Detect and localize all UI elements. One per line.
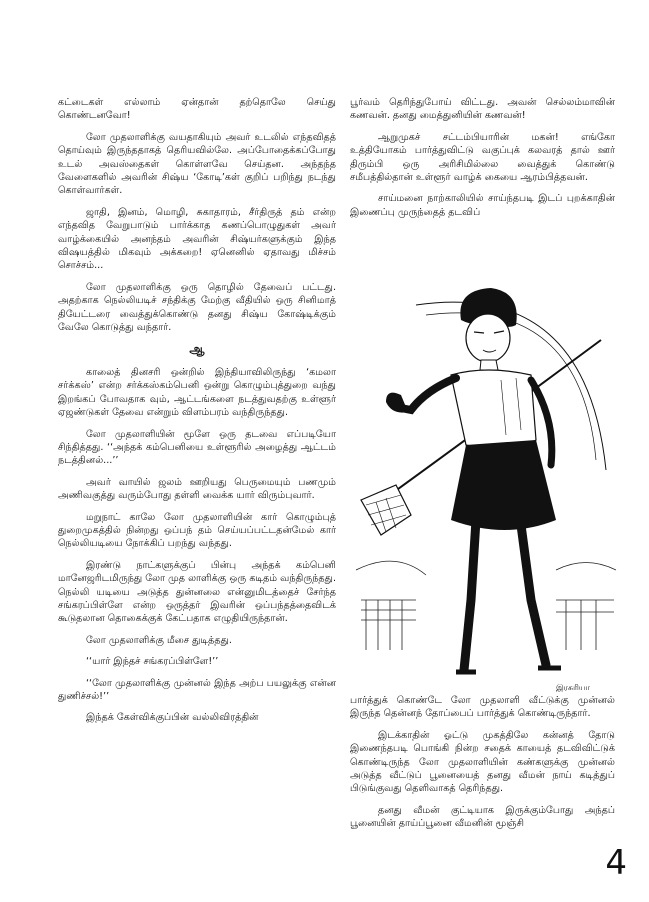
paragraph: இந்தக் கேள்விக்குப்பின் வல்லிவிரத்தின் [86, 712, 259, 724]
paragraph: தனது வீமன் குட்டியாக இருக்கும்போது அந்தப் பூனையின் தாய்ப்பூனை வீமனின் மூஞ்சி [350, 804, 615, 830]
section-separator: ஆ [189, 341, 205, 356]
paragraph: இடக்காதின் ஓட்டு முகத்திலே கன்னத் தோடு இணைந்தபடி பொங்கி நின்ற சதைக் காயைத் தடவிவிட்டுக் கொண்டிருந்த லோ முதலாளியின் கண்களுக்கு முன்னல் அடுத்த வீட்டுப் பூனையைத் தனது வீமன் நாய் கடித்துப் பிடுங்குவது தெளிவாகத் தெரிந்தது. [350, 729, 615, 795]
right-column-bottom [350, 694, 615, 839]
paragraph: லோ முதலாளியின் மூளே ஒரு தடவை எப்படியோ சிந்தித்தது. ‘‘அந்தக் கம்பெனியை உள்ளூரில் அழைத்து ஆட்டம் நடத்தினல்...’’ [58, 428, 336, 467]
paragraph: ஜாதி, இனம், மொழி, சுகாதாரம், சீர்திருத் தம் என்ற எந்தவித வேறுபாடும் பார்க்காத கணப்பொழுதுகள் அவர் வாழ்க்கையில் அனந்தம் அவரின் சிஷ்யர்களுக்கும் இந்த விஷயத்தில் மிகவும் அக்கறை! ஏனெனில் ஏதாவது மிச்சம் சொச்சம்... [58, 206, 336, 272]
paragraph: மறுநாட் காலே லோ முதலாளியின் கார் கொழும்புத் துறைமுகத்தில் நின்றது ஒப்பந் தம் செய்யப்பட்டதன்மேல் கார் நெல்லியடியை நோக்கிப் பறந்து வந்தது. [58, 511, 336, 550]
paragraph: சாய்மனை நாற்காலியில் சாய்ந்தபடி இடப் புறக்காதின் இணைப்பு முருந்தைத் தடவிப் [350, 193, 615, 218]
paragraph: லோ முதலாளிக்கு வயதாகியும் அவர் உடலில் எந்தவிதத் தொய்வும் இருந்ததாகத் தெரியவில்லே. அப்போதைக்கப்போது உடல் அவஸ்தைகள் கொள்ளவே செய்தன. அந்தந்த வேளைகளில் அவரின் சிஷ்ய ‘கோடி’கள் குறிப் பறிந்து நடந்து கொள்வார்கள். [58, 131, 336, 197]
paragraph: பூர்வம் தெரிந்துபோய் விட்டது. அவன் செல்லம்மாவின் கணவன். தனது மைத்துனியின் கணவன்! [350, 97, 615, 122]
paragraph: இரண்டு நாட்களுக்குப் பின்பு அந்தக் கம்பெனி மானேஜரிடமிருந்து லோ முத லாளிக்கு ஒரு கடிதம் வந்திருந்தது. நெல்லி யடியை அடுத்த துன்னலை என்னுமிடத்தைச் சேர்ந்த சங்கரப்பிள்ளே என்ற ஒருத்தர் இவரின் ஒப்பந்தத்தைவிடக் கூடுதலான தொகைக்குக் கேட்பதாக எழுதியிருந்தான். [58, 559, 336, 625]
paragraph: ‘‘லோ முதலாளிக்கு முன்னல் இந்த அற்ப பயலுக்கு என்ன துணிச்சல்!’’ [58, 677, 336, 703]
circus-girl-with-whip-icon [356, 270, 618, 698]
paragraph: பார்த்துக் கொண்டே லோ முதலாளி வீட்டுக்கு முன்னல் இருந்த தென்னந் தோப்பைப் பார்த்துக் கொண்டிருந்தார். [350, 695, 615, 720]
paragraph: லோ முதலாளிக்கு மீசை துடித்தது. [86, 634, 232, 646]
paragraph: காலைத் தினசரி ஒன்றில் இந்தியாவிலிருந்து ‘கமலா சர்க்கஸ்’ என்ற சர்க்கஸ்கம்பெனி ஒன்று கொழும்புத்துறை வந்து இறங்கப் போவதாக வும், ஆட்டங்களை நடத்துவதற்கு உள்ளூர் ஏஜண்டுகள் தேவை என்றும் விளம்பரம் வந்திருந்தது. [58, 366, 336, 419]
paragraph: கட்டைகள் எல்லாம் ஏன்தான் தற்தொலே செய்து கொண்டனவோ! [58, 97, 336, 122]
paragraph: லோ முதலாளிக்கு ஒரு தொழில் தேவைப் பட்டது. அதற்காக நெல்லியடிச் சந்திக்கு மேற்கு வீதியில் ஒரு சினிமாத் தியேட்டரை வைத்துக்கொண்டு தனது சிஷ்ய கோஷ்டிக்கும் வேலே கொடுத்து வந்தார். [58, 281, 336, 334]
artist-signature: இரசுரியா [556, 683, 590, 692]
right-column-top [350, 96, 615, 227]
left-column [58, 96, 336, 733]
page-number: 4 [605, 843, 627, 883]
paragraph: ‘‘யார் இந்தச் சங்கரப்பிள்ளே!’’ [86, 656, 219, 668]
paragraph: ஆறுமுகச் சட்டம்பியாரின் மகன்! எங்கோ உத்தியோகம் பார்த்துவிட்டு வகுப்புக் கலவரத் தால் ஊர் திரும்பி ஒரு அரிசிமில்லை வைத்துக் கொண்டு சமீபத்தில்தான் உள்ளூர் வாழ்க் கையை ஆரம்பித்தவன். [350, 131, 615, 184]
paragraph: அவர் வாயில் ஜலம் ஊறியது பெருமையும் பணமும் அணிவகுத்து வரும்போது தள்ளி வைக்க யார் விரும்புவார். [58, 476, 336, 502]
